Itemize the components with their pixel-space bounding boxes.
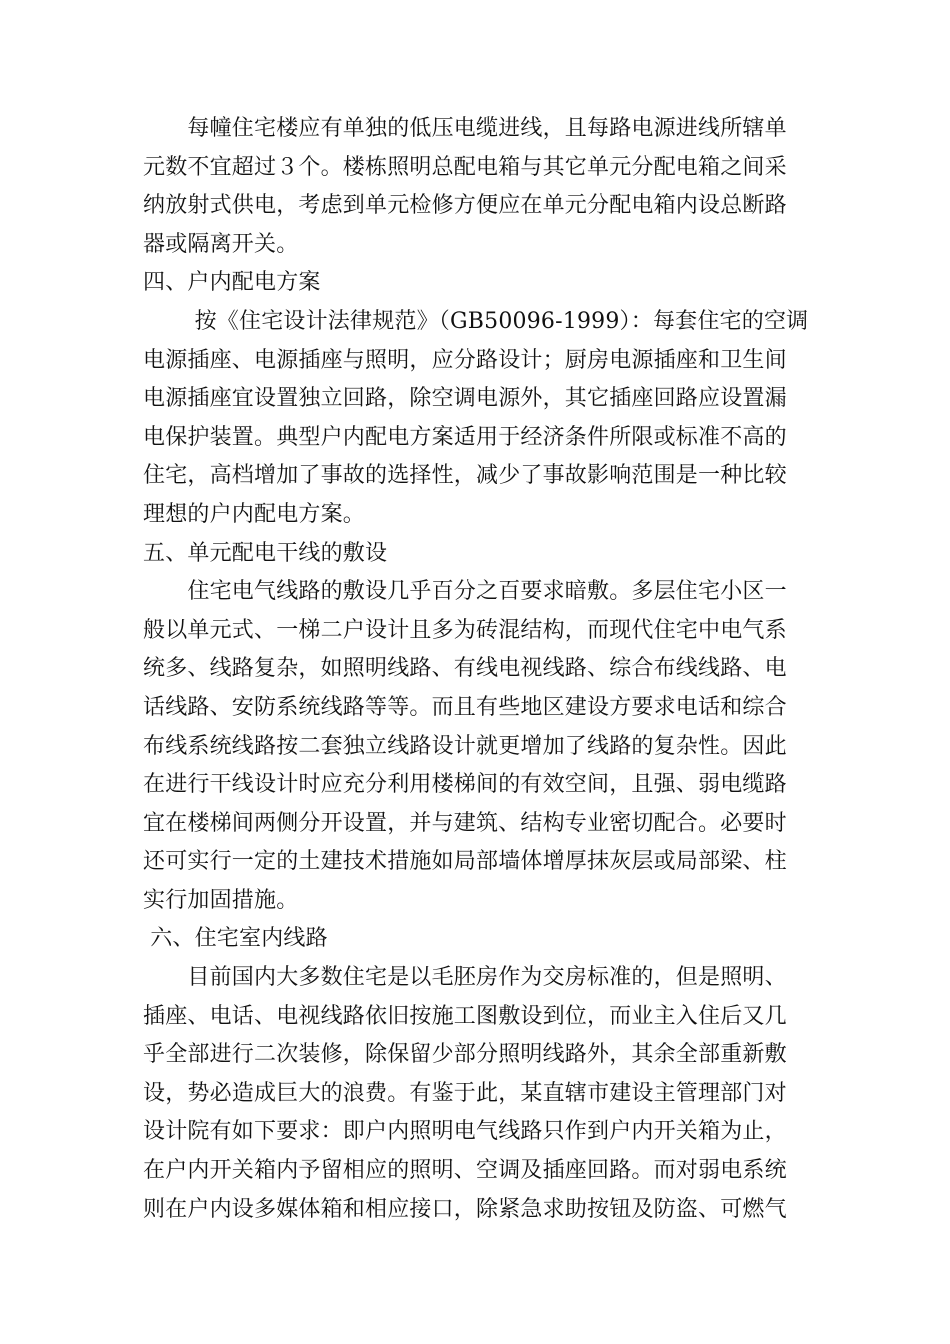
section-heading: 五、单元配电干线的敷设	[143, 540, 388, 566]
paragraph-line: 则在户内设多媒体箱和相应接口，除紧急求助按钮及防盗、可燃气	[143, 1196, 787, 1222]
paragraph-line: 理想的户内配电方案。	[143, 501, 366, 527]
paragraph-line: 插座、电话、电视线路依旧按施工图敷设到位，而业主入住后又几	[143, 1003, 787, 1029]
paragraph-line: 住宅，高档增加了事故的选择性，减少了事故影响范围是一种比较	[143, 463, 787, 489]
section-heading: 六、住宅室内线路	[143, 926, 328, 952]
paragraph-line: 布线系统线路按二套独立线路设计就更增加了线路的复杂性。因此	[143, 733, 787, 759]
paragraph-line: 设计院有如下要求：即户内照明电气线路只作到户内开关箱为止，	[143, 1119, 787, 1145]
paragraph-line: 电源插座、电源插座与照明，应分路设计；厨房电源插座和卫生间	[143, 347, 787, 373]
paragraph-line: 每幢住宅楼应有单独的低压电缆进线，且每路电源进线所辖单	[143, 116, 787, 141]
document-body	[143, 110, 808, 1229]
paragraph-line: 在进行干线设计时应充分利用楼梯间的有效空间，且强、弱电缆路	[143, 772, 787, 798]
paragraph-line: 话线路、安防系统线路等等。而且有些地区建设方要求电话和综合	[143, 694, 787, 720]
paragraph-line: 宜在楼梯间两侧分开设置，并与建筑、结构专业密切配合。必要时	[143, 810, 787, 836]
paragraph-line: 电保护装置。典型户内配电方案适用于经济条件所限或标准不高的	[143, 424, 787, 450]
paragraph-line: 电源插座宜设置独立回路，除空调电源外，其它插座回路应设置漏	[143, 386, 787, 412]
paragraph-line: 按《住宅设计法律规范》（GB50096-1999）：每套住宅的空调	[143, 308, 809, 334]
paragraph-line: 还可实行一定的土建技术措施如局部墙体增厚抹灰层或局部梁、柱	[143, 849, 787, 875]
paragraph-line: 设，势必造成巨大的浪费。有鉴于此，某直辖市建设主管理部门对	[143, 1080, 787, 1106]
paragraph-line: 纳放射式供电，考虑到单元检修方便应在单元分配电箱内设总断路	[143, 193, 787, 219]
paragraph-line: 住宅电气线路的敷设几乎百分之百要求暗敷。多层住宅小区一	[143, 579, 787, 605]
paragraph-line: 统多、线路复杂，如照明线路、有线电视线路、综合布线线路、电	[143, 656, 787, 682]
paragraph-line: 在户内开关箱内予留相应的照明、空调及插座回路。而对弱电系统	[143, 1158, 787, 1184]
paragraph-line: 器或隔离开关。	[143, 231, 299, 257]
section-heading: 四、户内配电方案	[143, 270, 321, 296]
paragraph-line: 乎全部进行二次装修，除保留少部分照明线路外，其余全部重新敷	[143, 1042, 787, 1068]
paragraph-line: 目前国内大多数住宅是以毛胚房作为交房标准的，但是照明、	[143, 965, 787, 991]
paragraph-line: 实行加固措施。	[143, 887, 299, 913]
paragraph-line: 般以单元式、一梯二户设计且多为砖混结构，而现代住宅中电气系	[143, 617, 787, 643]
paragraph-line: 元数不宜超过３个。楼栋照明总配电箱与其它单元分配电箱之间采	[143, 154, 787, 180]
